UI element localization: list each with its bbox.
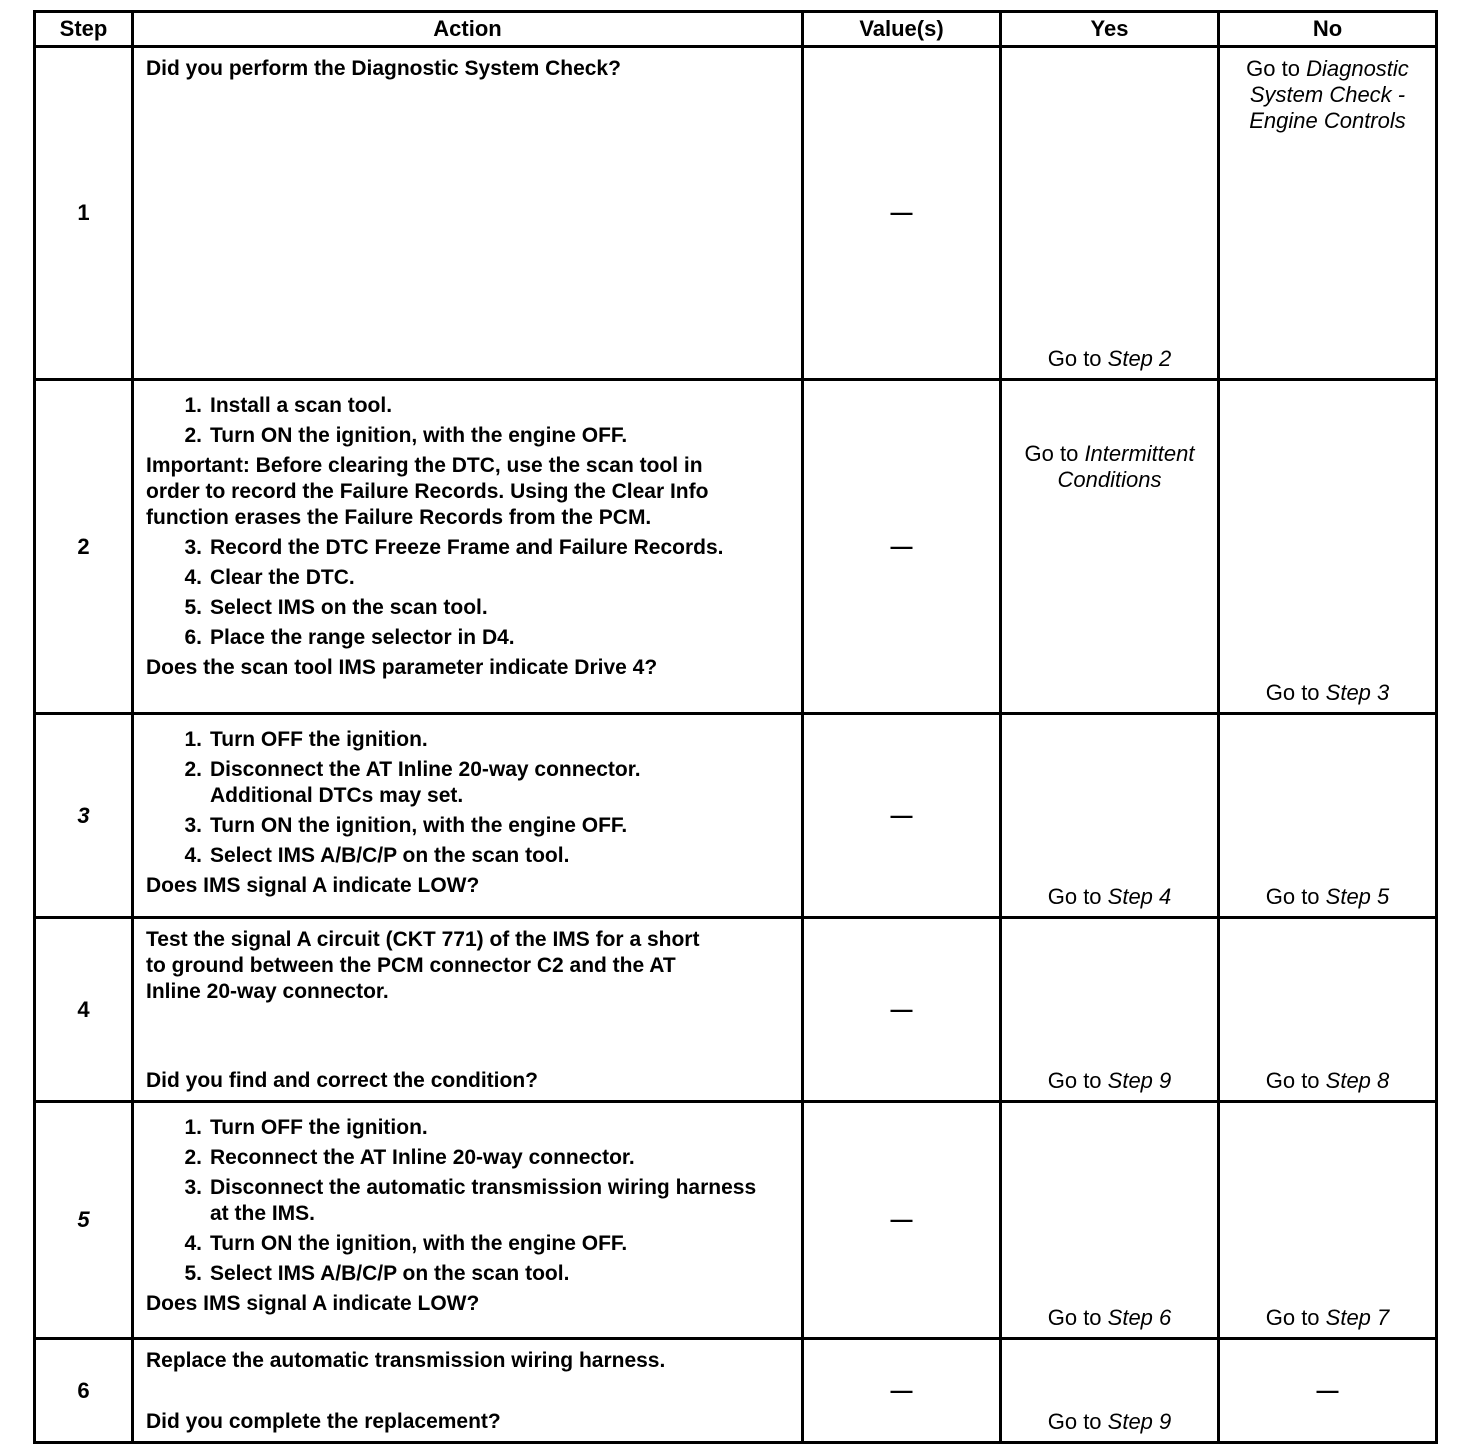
list-item: 4. Select IMS A/B/C/P on the scan tool.: [184, 844, 570, 867]
yes-cell: [1001, 1339, 1219, 1443]
value-cell: —: [803, 1339, 1001, 1443]
diagnostic-table: [33, 10, 1438, 1444]
yes-goto: Go to Step 6: [1047, 1305, 1172, 1330]
list-item: 6. Place the range selector in D4.: [184, 626, 515, 649]
list-item: 1. Turn OFF the ignition.: [184, 728, 428, 751]
no-cell: [1219, 918, 1437, 1102]
table-row: [35, 1102, 1437, 1339]
question-text: Does IMS signal A indicate LOW?: [146, 1292, 480, 1315]
step-number: 4: [35, 918, 133, 1102]
value-cell: —: [803, 918, 1001, 1102]
step-number: 3: [35, 714, 133, 918]
table-row: [35, 1339, 1437, 1443]
yes-goto: Go to Step 4: [1047, 884, 1172, 909]
yes-cell: [1001, 1102, 1219, 1339]
value-cell: —: [803, 714, 1001, 918]
value-cell: —: [803, 380, 1001, 714]
yes-goto: Go to Step 9: [1047, 1409, 1172, 1434]
question-text: Did you complete the replacement?: [146, 1410, 501, 1433]
yes-goto: Go to Step 2: [1047, 346, 1172, 371]
action-cell: [133, 1102, 803, 1339]
header-row: [35, 12, 1437, 47]
yes-target: Step 2: [1107, 346, 1172, 371]
list-item: 3. Record the DTC Freeze Frame and Failure Records.: [184, 536, 724, 559]
list-item: 2. Turn ON the ignition, with the engine OFF.: [184, 424, 628, 447]
value-cell: —: [803, 47, 1001, 380]
no-cell: [1219, 714, 1437, 918]
no-goto: Go to Diagnostic System Check - Engine Controls: [1246, 56, 1409, 133]
step-number: 5: [35, 1102, 133, 1339]
list-item: 1. Turn OFF the ignition.: [184, 1116, 428, 1139]
header-step: Step: [35, 12, 133, 47]
step-number: 6: [35, 1339, 133, 1443]
yes-cell: [1001, 47, 1219, 380]
list-item: 4. Turn ON the ignition, with the engine OFF.: [184, 1232, 628, 1255]
table-row: [35, 714, 1437, 918]
yes-cell: [1001, 918, 1219, 1102]
list-item: 1. Install a scan tool.: [184, 394, 393, 417]
question-text: Does IMS signal A indicate LOW?: [146, 874, 480, 897]
table-row: [35, 380, 1437, 714]
important-note-line: function erases the Failure Records from the PCM.: [146, 506, 652, 529]
question-text: Did you find and correct the condition?: [146, 1069, 538, 1092]
table-row: [35, 918, 1437, 1102]
yes-goto: Go to Step 9: [1047, 1068, 1172, 1093]
action-cell: [133, 47, 803, 380]
action-cell: [133, 380, 803, 714]
no-cell: [1219, 380, 1437, 714]
list-item: 3. Turn ON the ignition, with the engine OFF.: [184, 814, 628, 837]
important-note-line: order to record the Failure Records. Using the Clear Info: [146, 480, 709, 503]
action-cell: [133, 714, 803, 918]
no-cell: [1219, 47, 1437, 380]
no-goto: Go to Step 7: [1265, 1305, 1390, 1330]
table-row: [35, 47, 1437, 380]
list-item: 3. Disconnect the automatic transmission wiring harness at the IMS.: [184, 1176, 757, 1225]
action-text: Did you perform the Diagnostic System Check?: [146, 57, 621, 80]
step-number: 2: [35, 380, 133, 714]
no-goto: Go to Step 8: [1265, 1068, 1390, 1093]
no-cell: [1219, 1102, 1437, 1339]
header-action: Action: [133, 12, 803, 47]
no-goto: Go to Step 3: [1265, 680, 1390, 705]
important-note: Important: Before clearing the DTC, use the scan tool in: [146, 454, 703, 477]
yes-cell: [1001, 380, 1219, 714]
yes-cell: [1001, 714, 1219, 918]
action-cell: Replace the automatic transmission wiring harness. Did you complete the replacement?: [133, 1339, 803, 1443]
header-no: No: [1219, 12, 1437, 47]
no-goto: Go to Step 5: [1265, 884, 1390, 909]
action-cell: Test the signal A circuit (CKT 771) of the IMS for a short to ground between the PCM connector C2 and the AT Inline 20-way connector. Did you find and correct the condition?: [133, 918, 803, 1102]
yes-goto: Go to Intermittent Conditions: [1024, 441, 1195, 492]
header-values: Value(s): [803, 12, 1001, 47]
list-item: 5. Select IMS A/B/C/P on the scan tool.: [184, 1262, 570, 1285]
header-yes: Yes: [1001, 12, 1219, 47]
step-number: 1: [35, 47, 133, 380]
question-text: Does the scan tool IMS parameter indicate Drive 4?: [146, 656, 658, 679]
no-cell: —: [1219, 1339, 1437, 1443]
list-item: 5. Select IMS on the scan tool.: [184, 596, 488, 619]
value-cell: —: [803, 1102, 1001, 1339]
list-item: 2. Reconnect the AT Inline 20-way connector.: [184, 1146, 635, 1169]
list-item: 2. Disconnect the AT Inline 20-way connector. Additional DTCs may set.: [184, 758, 641, 807]
list-item: 4. Clear the DTC.: [184, 566, 355, 589]
